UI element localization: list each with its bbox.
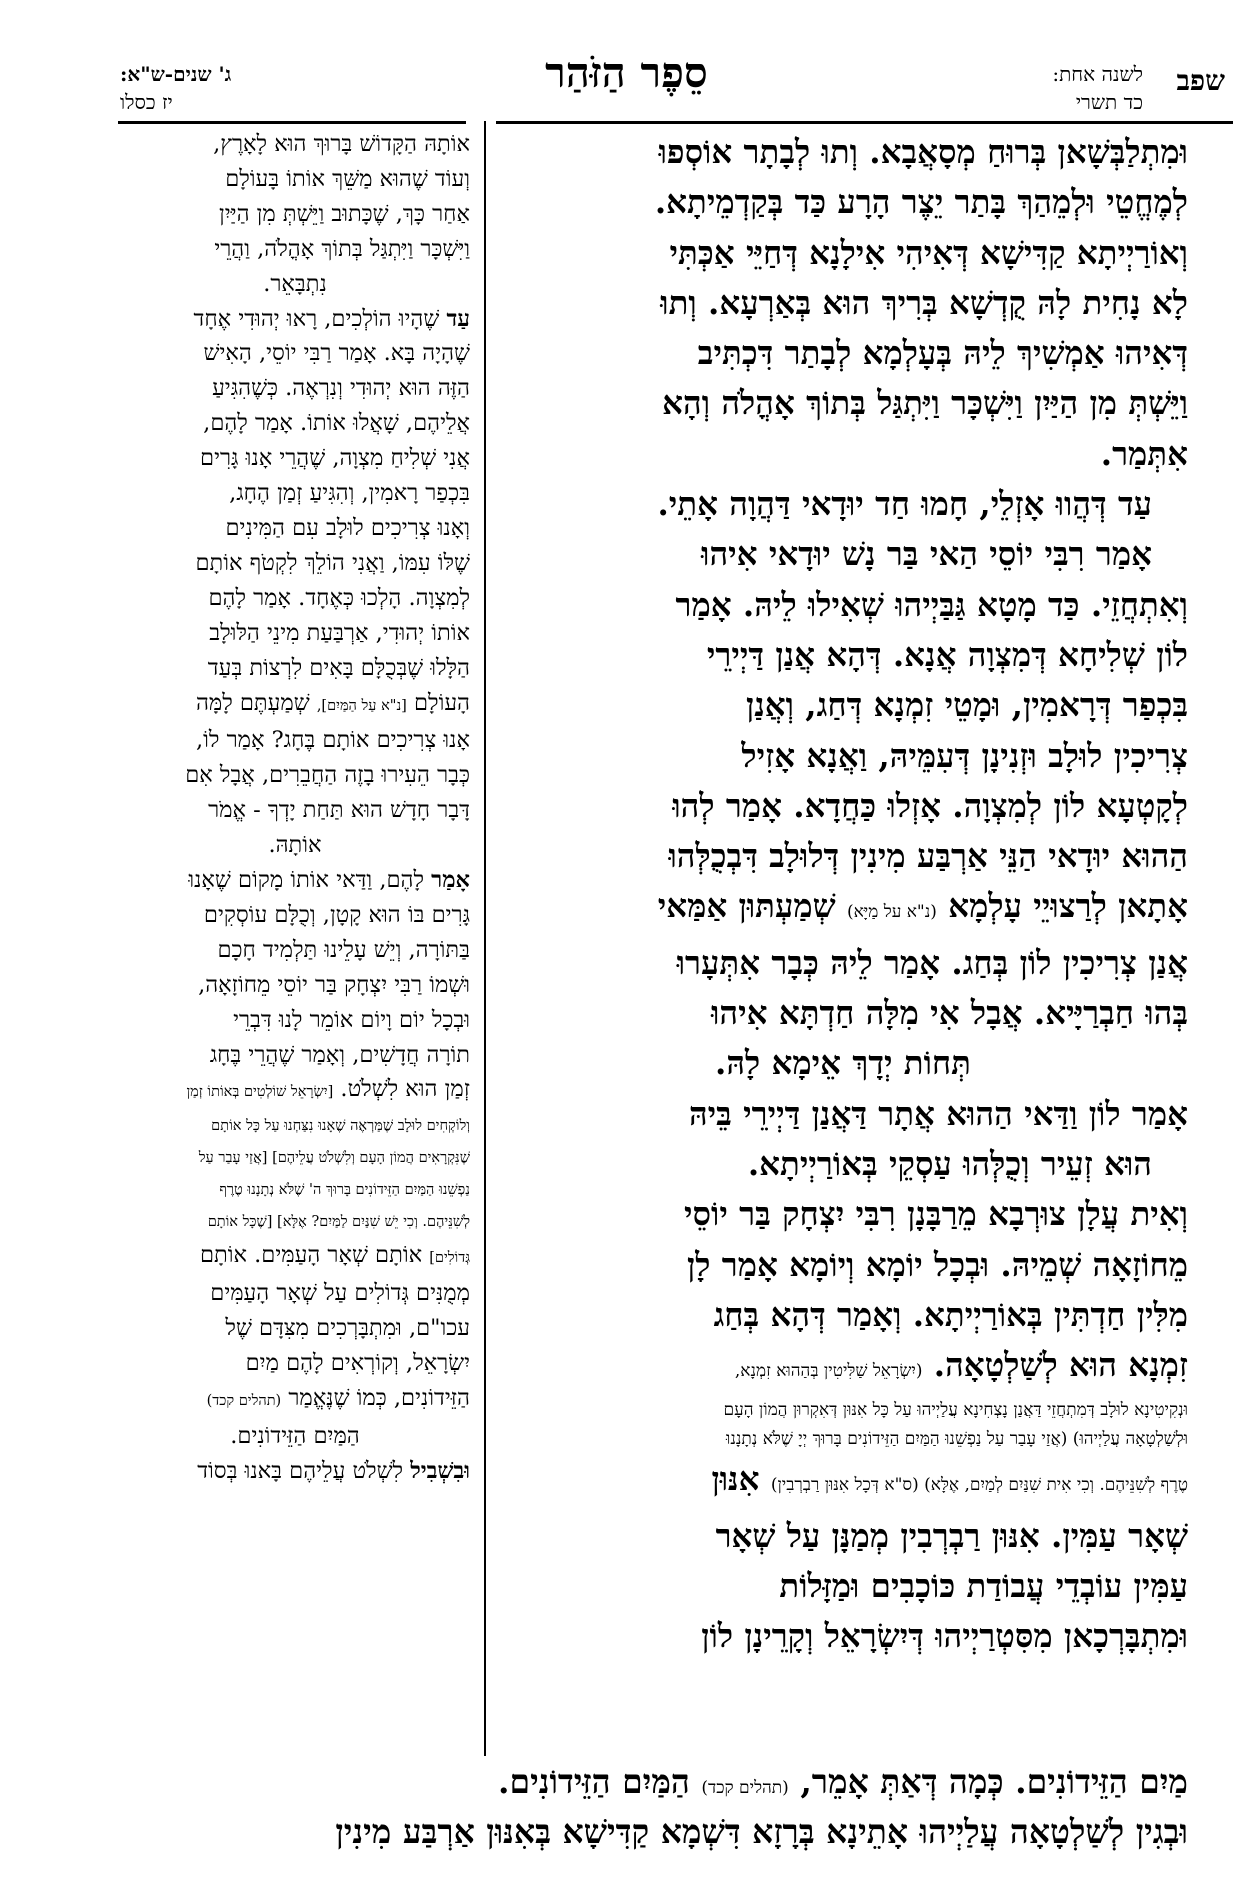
full-width-line xyxy=(120,1762,1188,1802)
text-line: בִּכְפַר רָאמִין, וְהִגִּיעַ זְמַן הֶחָג, xyxy=(229,480,470,507)
note-line xyxy=(120,1206,470,1238)
text-line: כְּבָר הֵעִירוּ בָזֶה הַחֲבֵרִים, אֲבָל אִם xyxy=(185,762,470,789)
note-line: וּנְקִיטִינָא לוּלָב דְּמִתְחֲזֵי דַּאֲנַן נָצְחִינָא עֲלַיְיהוּ עַל כָּל אִנּוּן דְּאִקְרוּן הֲמוֹן הָעָם xyxy=(723,1400,1188,1421)
text-span: הַמַּיִם הַזֵּידוֹנִים. xyxy=(497,1762,690,1801)
text-span: הַזֵּידוֹנִים, כְּמוֹ שֶׁנֶּאֱמַר xyxy=(288,1385,470,1411)
text-line: אָמַר רִבִּי יוֹסֵי הַאי בַּר נָשׁ יוּדָאי אִיהוּ xyxy=(701,534,1152,574)
text-line: תְּחוֹת יְדָךְ אֵימָא לָהּ. xyxy=(715,1043,971,1083)
text-line xyxy=(498,1340,1188,1396)
text-line: אוֹתָהּ. xyxy=(268,832,322,859)
full-width-line: וּבְגִין לְשַׁלְטָאָה עֲלַיְיהוּ אָתֵינָא בְּרָזָא דִּשְׁמָא קַדִּישָׁא בְּאִנּוּן אַרְבַּע מִינִין xyxy=(335,1812,1188,1851)
text-line xyxy=(498,881,1188,937)
text-line: אוֹתוֹ יְהוּדִי, אַרְבַּעַת מִינֵי הַלּוּלָב xyxy=(209,619,470,646)
text-line xyxy=(120,1238,470,1276)
three-year-schedule-label: ג' שנים-ש"א: xyxy=(120,62,232,86)
text-line: עַד דְּהֲווּ אָזְלֵי, חָמוּ חַד יוּדָאי דַּהֲוָה אָתֵי. xyxy=(657,484,1152,524)
text-span: אָתָאן לְרַצוּיֵי עָלְמָא xyxy=(948,886,1188,926)
note-span: [שֶׁכָּל אוֹתָם xyxy=(207,1214,273,1231)
text-line xyxy=(120,863,470,898)
text-line: וְעוֹד שֶׁהוּא מַשֵּׁךְ אוֹתוֹ בָּעוֹלָם xyxy=(225,165,470,192)
text-line xyxy=(120,302,470,337)
header-rule-side xyxy=(118,121,466,124)
text-line xyxy=(120,1381,470,1419)
text-line: וְאָנוּ צְרִיכִים לוּלָב עִם הַמִּינִים xyxy=(225,514,470,541)
text-line: הוּא זְעֵיר וְכֻלְּהוּ עַסְקֵי בְּאוֹרַיְיתָא. xyxy=(747,1143,1152,1183)
text-line: הַהוּא יוּדָאי הַנֵּי אַרְבַּע מִינִין דְּלוּלָב דִּבְכֻלְּהוּ xyxy=(668,836,1188,876)
text-line xyxy=(498,1454,1188,1510)
bracket-note: [יִשְׂרָאֵל שׁוֹלְטִים בְּאוֹתוֹ זְמַן xyxy=(186,1084,334,1101)
text-line: לוֹן שְׁלִיחָא דְּמִצְוָה אֲנָא. דְּהָא אֲנַן דַּיְירֵי xyxy=(706,634,1188,674)
citation-note: (תהלים קכד) xyxy=(701,1778,789,1798)
text-line: לְמֶחֱטֵי וּלְמֵהַךְ בָּתַר יֵצֶר הָרָע כַּד בְּקַדְמֵיתָא. xyxy=(654,182,1188,222)
text-line: שֶׁלּוֹ עִמּוֹ, וַאֲנִי הוֹלֵךְ לִקְטֹף אוֹתָם xyxy=(195,549,470,576)
text-line: אַחַר כָּךְ, שֶׁכָּתוּב וַיֵּשְׁתְּ מִן הַיַּיִן xyxy=(219,200,470,227)
text-line: אָמַר לוֹן וַדַּאי הַהוּא אֲתָר דַּאֲנַן דַּיְירֵי בֵּיהּ xyxy=(688,1093,1188,1133)
text-line: עכו"ם, וּמִתְבָּרְכִים מִצִּדָּם שֶׁל xyxy=(225,1315,470,1342)
text-line: וּבְכָל יוֹם וָיוֹם אוֹמֵר לָנוּ דִּבְרֵי xyxy=(233,1006,470,1033)
text-line: וּשְׁמוֹ רַבִּי יִצְחָק בַּר יוֹסֵי מֵחוֹזָאָה, xyxy=(198,971,470,998)
note-line: נַפְשֵׁנוּ הַמַּיִם הַזֵּידוֹנִים בָּרוּךְ ה' שֶׁלֹּא נְתָנָנוּ טֶרֶף xyxy=(219,1182,470,1199)
text-span: שְׁמַעְתֶּם לָמָּה xyxy=(195,689,310,716)
text-span: זְמַן הוּא לִשְׁלֹט. xyxy=(340,1076,470,1103)
text-line: וּמִתְלַבְּשָׁאן בְּרוּחַ מְסָאֲבָא. וְתוּ לְבָתָר אוֹסְפוּ xyxy=(658,132,1188,171)
text-line: מִלִּין חַדְתִּין בְּאוֹרַיְיתָא. וְאָמַר דְּהָא בְּחַג xyxy=(713,1294,1188,1334)
variant-note: (נ"א על מַיָּא) xyxy=(846,902,937,923)
text-line: הַזֶּה הוּא יְהוּדִי וְנִרְאֶה. כְּשֶׁהִגִּיעַ xyxy=(212,375,470,402)
hebrew-translation-column xyxy=(120,127,470,1489)
note-line: וּלְשַׁלְטָאָה עֲלַיְיהוּ) (אֲזַי עָבַר עַל נַפְשֵׁנוּ הַמַּיִם הַזֵּידוֹנִים בָּרוּךְ יְיָ שֶׁלֹּא נְתָנָנוּ xyxy=(725,1429,1188,1450)
opening-word: עַד xyxy=(446,305,470,332)
text-line xyxy=(120,686,470,724)
text-span: שְׁמַעְתּוּן אַמַּאי xyxy=(657,886,836,926)
text-line: מְמֻנִּים גְּדוֹלִים עַל שְׁאָר הָעַמִּים xyxy=(210,1280,470,1307)
text-span: מַיִם הַזֵּידוֹנִים. כְּמָה דְּאַתְּ אָמֵר, xyxy=(800,1762,1188,1801)
text-line: וְאוֹרַיְיתָא קַדִּישָׁא דְּאִיהִי אִילָנָא דְּחַיֵּי אַכְּתִּי xyxy=(669,232,1188,272)
one-year-schedule-date: כד תשרי xyxy=(1075,90,1143,114)
text-span: שֶׁהָיוּ הוֹלְכִים, רָאוּ יְהוּדִי אֶחָד xyxy=(193,305,440,332)
note-span: [אֲזַי עָבַר עַל xyxy=(198,1150,268,1167)
text-line: וּמִתְבָּרְכָאן מִסִּטְרַיְיהוּ דְּיִשְׂרָאֵל וְקָרֵינָן לוֹן xyxy=(701,1616,1188,1656)
note-span: שֶׁנִּקְרָאִים הֲמוֹן הָעָם וְלִשְׁלֹט עֲלֵיהֶם] xyxy=(272,1150,470,1167)
page-number: שפב xyxy=(1176,64,1225,97)
text-line: בִּכְפַר דְּרָאמִין, וּמָטֵי זִמְנָא דְּחַג, וְאֲנַן xyxy=(745,685,1188,725)
header-rule-main xyxy=(496,121,1233,124)
citation-note: (תהלים קכד) xyxy=(206,1393,282,1409)
text-line: וְאִתְחֲזֵי. כַּד מָטָא גַּבַּיְיהוּ שְׁאִילוּ לֵיהּ. אָמַר xyxy=(675,584,1188,624)
note-span: טֶרֶף לְשִׁנֵּיהֶם. וְכִי אִית שִׁנַּיִם לְמַיִם, אֶלָּא) (ס"א דְּכָל אִנּוּן רַבְרְבִין) xyxy=(770,1475,1188,1496)
note-line xyxy=(120,1142,470,1174)
note-line: וְלוֹקְחִים לוּלָב שֶׁמַּרְאֶה שֶׁאָנוּ נִצַּחְנוּ עַל כָּל אוֹתָם xyxy=(211,1118,470,1135)
text-span: אוֹתָם שְׁאָר הָעַמִּים. אוֹתָם xyxy=(199,1242,423,1269)
note-span: גְּדוֹלִים] xyxy=(429,1250,470,1267)
text-line: הַלָּלוּ שֶׁבְּכֻלָּם בָּאִים לִרְצוֹת בְּעַד xyxy=(207,654,470,681)
text-line: אֲלֵיהֶם, שָׁאֲלוּ אוֹתוֹ. אָמַר לָהֶם, xyxy=(203,410,470,437)
text-line: נִתְבָּאֵר. xyxy=(263,270,327,297)
text-line: וַיִּשְׁכָּר וַיִּתְגַּל בְּתוֹךְ אָהֳלֹה, וַהֲרֵי xyxy=(214,235,470,262)
text-line: אֲנַן צְרִיכִין לוֹן בְּחַג. אָמַר לֵיהּ כְּבָר אִתְּעָרוּ xyxy=(676,942,1188,982)
text-line: וְאִית עֲלָן צוּרְבָא מֵרַבָּנָן רִבִּי יִצְחָק בַּר יוֹסֵי xyxy=(684,1194,1188,1234)
text-line: דָּבָר חָדָשׁ הוּא תַּחַת יָדְךָ - אֱמֹר xyxy=(208,797,470,824)
opening-word: אָמַר xyxy=(431,867,470,894)
text-line xyxy=(120,1072,470,1110)
book-title: סֵפֶר הַזֹּהַר xyxy=(545,48,708,97)
text-line: לְמִצְוָה. הָלְכוּ כְּאֶחָד. אָמַר לָהֶם xyxy=(208,584,470,611)
text-line: אֲנִי שְׁלִיחַ מִצְוָה, שֶׁהֲרֵי אָנוּ גָּרִים xyxy=(200,445,470,472)
column-divider xyxy=(484,121,486,1756)
text-line: לָא נָחִית לָהּ קֻדְשָׁא בְּרִיךְ הוּא בְּאַרְעָא. וְתוּ xyxy=(660,282,1188,322)
text-span: הָעוֹלָם xyxy=(414,689,470,716)
text-line: אוֹתָהּ הַקָּדוֹשׁ בָּרוּךְ הוּא לָאָרֶץ, xyxy=(213,131,470,157)
text-line xyxy=(120,1454,470,1489)
text-span: לָהֶם, וַדַּאי אוֹתוֹ מָקוֹם שֶׁאָנוּ xyxy=(188,867,424,894)
text-line: שְׁאָר עַמִּין. אִנּוּן רַבְרְבִין מְמַנָּן עַל שְׁאָר xyxy=(715,1515,1188,1555)
text-line: עַמִּין עוֹבְדֵי עֲבוֹדַת כּוֹכָבִים וּמַזָּלוֹת xyxy=(779,1566,1188,1606)
text-line: דְּאִיהוּ אַמְשִׁיךְ לֵיהּ בְּעָלְמָא לְבָתַר דִּכְתִּיב xyxy=(697,333,1188,373)
text-line: תוֹרָה חֲדָשִׁים, וְאָמַר שֶׁהֲרֵי בֶּחָג xyxy=(209,1041,470,1068)
text-line: יִשְׂרָאֵל, וְקוֹרְאִים לָהֶם מַיִם xyxy=(245,1350,470,1377)
note-span: לְשִׁנֵּיהֶם. וְכִי יֵשׁ שִׁנַּיִם לַמַּיִם? אֶלָּא] xyxy=(277,1214,470,1231)
variant-note: [נ"א עַל הַמַּיִם], xyxy=(316,697,407,714)
text-line: בְּהוּ חַבְרַיָּיא. אֲבָל אִי מִלָּה חַדְתָּא אִיהוּ xyxy=(711,993,1188,1033)
text-line: צְרִיכִין לוּלָב וּזְנִינָן דְּעִמֵּיהּ, וַאֲנָא אָזִיל xyxy=(741,735,1188,775)
text-line: וַיֵּשְׁתְּ מִן הַיַּיִן וַיִּשְׁכָּר וַיִּתְגַּל בְּתוֹךְ אָהֳלֹה וְהָא xyxy=(662,383,1188,423)
text-line: מֵחוֹזָאָה שְׁמֵיהּ. וּבְכָל יוֹמָא וְיוֹמָא אָמַר לָן xyxy=(686,1244,1188,1284)
text-span: אִנּוּן xyxy=(711,1459,760,1499)
aramaic-text-column xyxy=(498,127,1188,1662)
text-line: בַּתּוֹרָה, וְיֵשׁ עָלֵינוּ תַּלְמִיד חָכָם xyxy=(217,936,470,963)
text-span: זִמְנָא הוּא לְשַׁלְטָאָה. xyxy=(933,1345,1188,1385)
text-line: הַמַּיִם הַזֵּידוֹנִים. xyxy=(230,1422,360,1449)
text-span: לִשְׁלֹט עֲלֵיהֶם בָּאנוּ בְּסוֹד xyxy=(197,1457,404,1484)
one-year-schedule-label: לשנה אחת: xyxy=(1052,62,1143,86)
text-line: אִתְּמַר. xyxy=(1100,433,1188,473)
opening-word: וּבִשְׁבִיל xyxy=(410,1457,470,1484)
bracket-note: (יִשְׂרָאֵל שַׁלִּיטִין בְּהַהוּא זִמְנָא, xyxy=(734,1361,923,1382)
text-line: גָּרִים בּוֹ הוּא קָטָן, וְכֻלָּם עוֹסְקִים xyxy=(203,901,470,928)
three-year-schedule-date: יז כסלו xyxy=(120,90,173,114)
text-line: לְקָטְעָא לוֹן לְמִצְוָה. אָזְלוּ כַּחֲדָא. אָמַר לְהוּ xyxy=(672,785,1188,825)
text-line: שֶׁהָיָה בָּא. אָמַר רַבִּי יוֹסֵי, הָאִישׁ xyxy=(203,340,470,367)
text-line: אָנוּ צְרִיכִים אוֹתָם בֶּחָג? אָמַר לוֹ, xyxy=(195,727,470,754)
